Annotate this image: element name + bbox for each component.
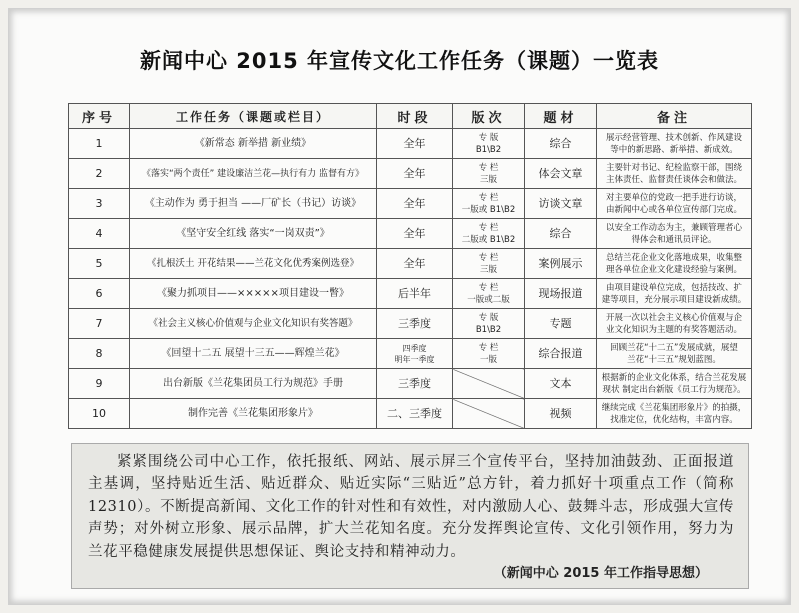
note-line: 以安全工作动态为主，兼顾管理者心 xyxy=(605,222,742,233)
edition xyxy=(453,189,525,219)
note xyxy=(597,159,752,189)
note-line: 根据新的企业文化体系，结合兰花发展 xyxy=(601,372,747,383)
document-frame xyxy=(8,8,791,605)
time-period: 全年 xyxy=(377,159,453,189)
time-period: 三季度 xyxy=(377,369,453,399)
table-row xyxy=(69,249,752,279)
edition-type: 专 版 xyxy=(478,132,499,143)
edition xyxy=(453,159,525,189)
task-name: 《落实“两个责任” 建设廉洁兰花—执行有力 监督有方》 xyxy=(130,159,377,189)
row-number: 10 xyxy=(69,399,130,429)
time-line: 明年一季度 xyxy=(394,354,435,364)
note-line: 建等项目，充分展示项目建设新成绩。 xyxy=(601,294,747,305)
note-line: 等中的新思路、新举措、新成效。 xyxy=(610,144,738,155)
time-period: 三季度 xyxy=(377,309,453,339)
genre: 现场报道 xyxy=(525,279,597,309)
genre: 综合 xyxy=(525,129,597,159)
genre: 综合报道 xyxy=(525,339,597,369)
row-number: 4 xyxy=(69,219,130,249)
task-name: 《坚守安全红线 落实“一岗双责”》 xyxy=(130,219,377,249)
header-edition: 版次 xyxy=(453,104,525,129)
edition-page: 三版 xyxy=(479,174,497,185)
edition-type: 专 栏 xyxy=(478,252,499,263)
note-line: 主体责任、监督责任谈体会和做法。 xyxy=(605,174,742,185)
note-line: 由新闻中心或各单位宣传部门完成。 xyxy=(605,204,742,215)
edition xyxy=(453,309,525,339)
row-number: 7 xyxy=(69,309,130,339)
header-note: 备注 xyxy=(597,104,752,129)
note-line: 主要针对书记、纪检监察干部，围绕 xyxy=(605,162,742,173)
genre: 文本 xyxy=(525,369,597,399)
task-name: 《新常态 新举措 新业绩》 xyxy=(130,129,377,159)
table-row xyxy=(69,159,752,189)
guiding-principle-signature: （新闻中心 2015 年工作指导思想） xyxy=(493,566,708,581)
header-no: 序号 xyxy=(69,104,130,129)
table-row xyxy=(69,369,752,399)
table-row xyxy=(69,189,752,219)
edition xyxy=(453,339,525,369)
guiding-principle-text: 紧紧围绕公司中心工作，依托报纸、网站、展示屏三个宣传平台，坚持加油鼓劲、正面报道主基调，坚持贴近生活、贴近群众、贴近实际“三贴近”总方针，着力抓好十项重点工作（简称 12310）。不断提高新闻、文化工作的针对性和有效性，对内激励人心、鼓舞斗志，形成强大宣传声势；对外树立形象、展示品牌，扩大兰花知名度。充分发挥舆论宣传、文化引领作用，努力为兰花平稳健康发展提供思想保证、舆论支持和精神动力。 xyxy=(88,454,734,560)
time-period: 全年 xyxy=(377,129,453,159)
genre: 专题 xyxy=(525,309,597,339)
row-number: 6 xyxy=(69,279,130,309)
note xyxy=(597,399,752,429)
edition-empty-cell xyxy=(453,369,525,399)
note-line: 继续完成《兰花集团形象片》的拍摄， xyxy=(601,402,747,413)
task-table xyxy=(68,103,752,429)
time-period: 全年 xyxy=(377,249,453,279)
edition-type: 专 栏 xyxy=(478,162,499,173)
edition-type: 专 栏 xyxy=(478,342,499,353)
task-name: 《聚力抓项目——×××××项目建设一瞥》 xyxy=(130,279,377,309)
row-number: 3 xyxy=(69,189,130,219)
note-line: 开展一次以社会主义核心价值观与企 xyxy=(605,312,742,323)
table-row xyxy=(69,279,752,309)
page-title: 新闻中心 2015 年宣传文化工作任务（课题）一览表 xyxy=(139,49,660,73)
table-row xyxy=(69,399,752,429)
note-line: 业文化知识为主题的有奖答题活动。 xyxy=(605,324,742,335)
table-row xyxy=(69,339,752,369)
edition-page: 一版或 B1\B2 xyxy=(461,204,516,215)
time-period: 全年 xyxy=(377,189,453,219)
edition-type: 专 栏 xyxy=(478,192,499,203)
note xyxy=(597,129,752,159)
note xyxy=(597,339,752,369)
note-line: 理各单位企业文化建设经验与案例。 xyxy=(605,264,742,275)
note xyxy=(597,249,752,279)
time-period xyxy=(377,339,453,369)
edition-empty-cell xyxy=(453,399,525,429)
note-line: 总结兰花企业文化落地成果，收集整 xyxy=(605,252,742,263)
genre: 案例展示 xyxy=(525,249,597,279)
edition-page: B1\B2 xyxy=(475,144,502,155)
note xyxy=(597,279,752,309)
header-time: 时段 xyxy=(377,104,453,129)
table-row xyxy=(69,309,752,339)
time-line: 四季度 xyxy=(402,343,427,353)
note-line: 兰花“十三五”规划蓝图。 xyxy=(627,354,721,365)
edition-page: 二版或 B1\B2 xyxy=(461,234,516,245)
genre: 综合 xyxy=(525,219,597,249)
note xyxy=(597,369,752,399)
note-line: 现状 制定出台新版《员工行为规范》。 xyxy=(602,384,746,395)
task-name: 出台新版《兰花集团员工行为规范》手册 xyxy=(130,369,377,399)
note-line: 对主要单位的党政一把手进行访谈， xyxy=(605,192,742,203)
edition xyxy=(453,279,525,309)
guiding-principle-box xyxy=(71,443,749,589)
table-row xyxy=(69,129,752,159)
time-period: 后半年 xyxy=(377,279,453,309)
time-period: 全年 xyxy=(377,219,453,249)
edition-page: 一版或二版 xyxy=(467,294,510,305)
genre: 访谈文章 xyxy=(525,189,597,219)
edition xyxy=(453,129,525,159)
time-period: 二、三季度 xyxy=(377,399,453,429)
note-line: 展示经营管理、技术创新、作风建设 xyxy=(605,132,742,143)
edition-page: 一版 xyxy=(479,354,497,365)
row-number: 8 xyxy=(69,339,130,369)
row-number: 1 xyxy=(69,129,130,159)
header-task: 工作任务（课题或栏目） xyxy=(130,104,377,129)
task-name: 制作完善《兰花集团形象片》 xyxy=(130,399,377,429)
edition-page: B1\B2 xyxy=(475,324,502,335)
task-name: 《主动作为 勇于担当 ——厂矿长（书记）访谈》 xyxy=(130,189,377,219)
genre: 视频 xyxy=(525,399,597,429)
note-line: 回顾兰花“十二五”发展成就，展望 xyxy=(610,342,738,353)
row-number: 5 xyxy=(69,249,130,279)
task-name: 《回望十二五 展望十三五——辉煌兰花》 xyxy=(130,339,377,369)
row-number: 9 xyxy=(69,369,130,399)
table-row xyxy=(69,219,752,249)
edition-type: 专 栏 xyxy=(478,282,499,293)
task-name: 《社会主义核心价值观与企业文化知识有奖答题》 xyxy=(130,309,377,339)
edition-type: 专 版 xyxy=(478,312,499,323)
edition xyxy=(453,219,525,249)
header-genre: 题材 xyxy=(525,104,597,129)
note-line: 找准定位，优化结构，丰富内容。 xyxy=(610,414,738,425)
edition-type: 专 栏 xyxy=(478,222,499,233)
row-number: 2 xyxy=(69,159,130,189)
table-header-row xyxy=(69,104,752,129)
note xyxy=(597,189,752,219)
note xyxy=(597,219,752,249)
edition xyxy=(453,249,525,279)
genre: 体会文章 xyxy=(525,159,597,189)
task-name: 《扎根沃土 开花结果——兰花文化优秀案例选登》 xyxy=(130,249,377,279)
note xyxy=(597,309,752,339)
edition-page: 三版 xyxy=(479,264,497,275)
note-line: 得体会和通讯员评论。 xyxy=(631,234,717,245)
note-line: 由项目建设单位完成，包括技改、扩 xyxy=(605,282,742,293)
